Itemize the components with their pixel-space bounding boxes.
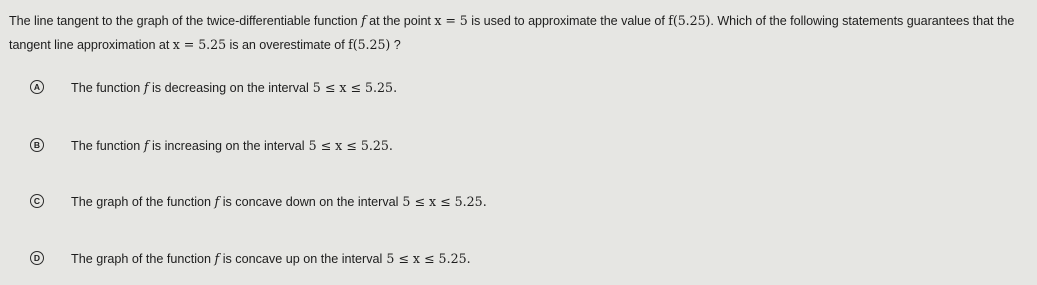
question-part: The line tangent to the graph of the twice-differentiable function <box>9 14 362 28</box>
function-symbol: f <box>361 13 366 28</box>
option-math: 5 ≤ x ≤ 5.25. <box>386 250 471 266</box>
option-text <box>71 80 397 95</box>
question-part: ? <box>390 38 401 52</box>
question-text <box>9 9 1031 57</box>
option-text-pre: The graph of the function <box>71 251 215 266</box>
question-part: is used to approximate the value of <box>467 14 669 28</box>
answer-option-b[interactable] <box>30 136 393 154</box>
answer-option-a[interactable] <box>30 78 397 96</box>
option-letter-b[interactable]: B <box>30 138 44 152</box>
option-text-post: is concave down on the interval <box>219 194 399 209</box>
option-math: 5 ≤ x ≤ 5.25. <box>402 193 487 209</box>
option-text-post: is increasing on the interval <box>148 138 305 153</box>
function-symbol: f <box>214 193 220 209</box>
option-text-pre: The function <box>71 80 144 95</box>
question-part: is an overestimate of <box>226 38 349 52</box>
function-symbol: f <box>143 137 149 153</box>
math-expression: f(5.25) <box>668 13 711 28</box>
option-math: 5 ≤ x ≤ 5.25. <box>308 137 393 153</box>
question-part: at the point <box>365 14 435 28</box>
option-text-pre: The graph of the function <box>71 194 215 209</box>
option-math: 5 ≤ x ≤ 5.25. <box>312 79 398 95</box>
option-letter-d[interactable]: D <box>30 251 44 265</box>
option-letter-a[interactable]: A <box>30 80 44 94</box>
option-text-pre: The function <box>71 138 144 153</box>
option-text-post: is decreasing on the interval <box>148 80 309 95</box>
option-text <box>71 251 471 266</box>
question-part: . Which of the following statements guarantees that the tangent line approximation at <box>9 14 1015 52</box>
function-symbol: f <box>214 250 220 266</box>
math-expression: x = 5.25 <box>172 37 227 52</box>
option-text <box>71 194 487 209</box>
math-expression: f(5.25) <box>348 37 391 52</box>
option-text <box>71 138 393 153</box>
function-symbol: f <box>143 79 149 95</box>
option-letter-c[interactable]: C <box>30 194 44 208</box>
answer-option-c[interactable] <box>30 192 487 210</box>
math-expression: x = 5 <box>434 13 468 28</box>
answer-option-d[interactable] <box>30 249 471 267</box>
option-text-post: is concave up on the interval <box>219 251 383 266</box>
